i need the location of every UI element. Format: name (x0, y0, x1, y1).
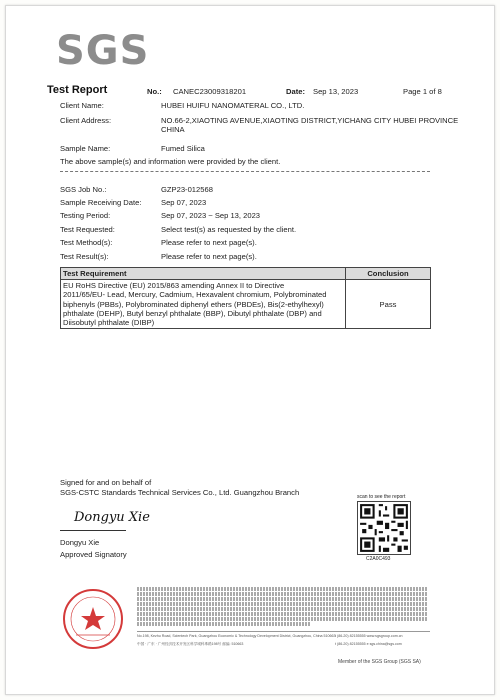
signatory-title: Approved Signatory (60, 550, 127, 559)
report-date-value: Sep 13, 2023 (313, 87, 359, 96)
col-conclusion: Conclusion (346, 268, 431, 280)
test-requested-value: Select test(s) as requested by the client. (161, 225, 297, 234)
sample-name-label: Sample Name: (60, 144, 111, 153)
table-header-row (61, 268, 431, 280)
client-address-line1: NO.66-2,XIAOTING AVENUE,XIAOTING DISTRICT,YICHANG CITY HUBEI PROVINCE (161, 116, 459, 125)
signing-company: SGS-CSTC Standards Technical Services Co., Ltd. Guangzhou Branch (60, 488, 300, 497)
requirement-line: EU RoHS Directive (EU) 2015/863 amending Annex II to Directive (63, 281, 285, 291)
qr-caption-bottom: C2A0C493 (366, 556, 391, 562)
report-no-label: No.: (147, 87, 162, 96)
test-results-label: Test Result(s): (60, 252, 109, 261)
signed-on-behalf: Signed for and on behalf of (60, 478, 152, 487)
signature-line (60, 530, 126, 531)
client-address-line2: CHINA (161, 125, 185, 134)
footer-contact-cn: t (86-20) 82155555 e sgs.china@sgs.com (335, 642, 402, 646)
qr-caption-top: scan to see the report (357, 494, 406, 500)
sample-name-value: Fumed Silica (161, 144, 205, 153)
receiving-date-value: Sep 07, 2023 (161, 198, 207, 207)
handwritten-signature: Dongyu Xie (74, 510, 150, 525)
official-seal-icon (62, 588, 124, 650)
signatory-name: Dongyu Xie (60, 538, 100, 547)
report-no-value: CANEC23009318201 (173, 87, 247, 96)
test-methods-value: Please refer to next page(s). (161, 238, 257, 247)
test-results-value: Please refer to next page(s). (161, 252, 257, 261)
sample-note: The above sample(s) and information were provided by the client. (60, 157, 281, 166)
col-test-requirement: Test Requirement (61, 268, 346, 280)
qr-code-icon[interactable] (357, 501, 411, 555)
receiving-date-label: Sample Receiving Date: (60, 198, 142, 207)
footer-address-en: No.198, Kezhu Road, Scientech Park, Guangzhou Economic & Technology Development District, Guangzhou, China 510663 (137, 634, 336, 638)
requirement-line: Diisobutyl phthalate (DIBP) (63, 318, 155, 328)
requirement-line: phthalate (DEHP), Butyl benzyl phthalate (BBP), Dibutyl phthalate (DBP) and (63, 308, 322, 318)
client-address-label: Client Address: (60, 116, 112, 125)
client-name-value: HUBEI HUIFU NANOMATERAL CO., LTD. (161, 101, 305, 110)
testing-period-label: Testing Period: (60, 211, 111, 220)
client-name-label: Client Name: (60, 101, 104, 110)
job-no-label: SGS Job No.: (60, 185, 107, 194)
testing-period-value: Sep 07, 2023 ~ Sep 13, 2023 (161, 211, 261, 220)
requirement-line: biphenyls (PBBs), Polybrominated diphenyl ethers (PBDEs), Bis(2-ethylhexyl) (63, 299, 324, 309)
sgs-membership: Member of the SGS Group (SGS SA) (338, 659, 421, 665)
test-methods-label: Test Method(s): (60, 238, 113, 247)
table-row (61, 280, 431, 329)
requirement-cell (61, 280, 346, 329)
footer-divider (137, 631, 430, 632)
section-separator (60, 171, 430, 172)
report-title: Test Report (47, 84, 108, 96)
test-requested-label: Test Requested: (60, 225, 115, 234)
requirement-line: 2011/65/EU- Lead, Mercury, Cadmium, Hexavalent chromium, Polybrominated (63, 290, 327, 300)
legal-fine-print (137, 587, 427, 626)
conclusion-cell: Pass (346, 280, 431, 329)
job-no-value: GZP23-012568 (161, 185, 213, 194)
requirements-table (60, 267, 431, 329)
page-number: Page 1 of 8 (403, 87, 442, 96)
footer-address-cn: 中国 · 广东 · 广州经济技术开发区科学城科珠路198号 邮编: 510663 (137, 642, 244, 646)
footer-contact-en: t (86-20) 82155555 www.sgsgroup.com.cn (335, 634, 403, 638)
sgs-logo: SGS (56, 28, 150, 74)
report-date-label: Date: (286, 87, 305, 96)
